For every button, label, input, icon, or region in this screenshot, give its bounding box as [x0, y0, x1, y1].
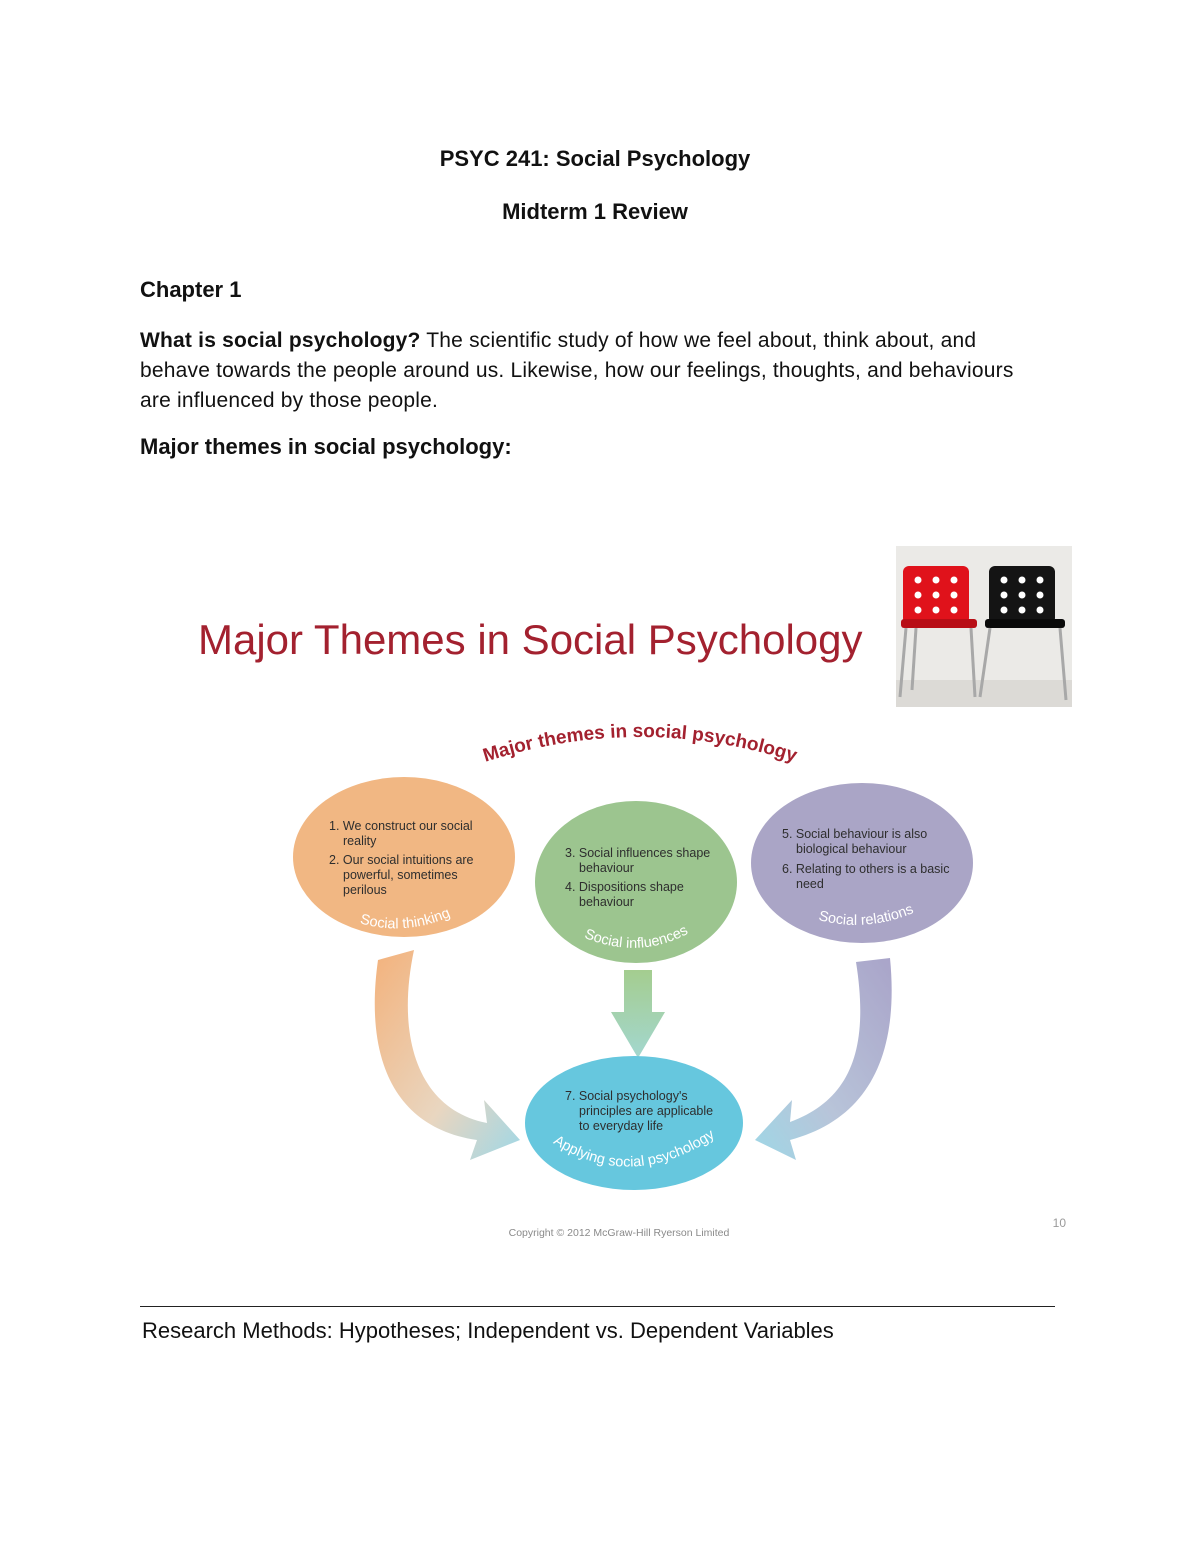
chairs-photo [896, 546, 1072, 707]
themes-heading: Major themes in social psychology: [140, 434, 512, 459]
document-title: PSYC 241: Social Psychology [439, 146, 751, 171]
definition-answer: The scientific study of how we feel about, think about, and behave towards the people around us. Likewise, how our feelings, thoughts, and behaviours are influenced by those people. [140, 329, 1014, 412]
slide-title: Major Themes in Social Psychology [198, 616, 863, 663]
applying-item-7: 7. Social psychology's principles are applicable to everyday life [565, 1089, 714, 1133]
chapter-heading: Chapter 1 [140, 277, 242, 302]
applying-social-psychology-label: Applying social psychology [550, 1126, 718, 1171]
slide-page-number: 10 [1052, 1216, 1066, 1230]
arrow-relations-to-applying [755, 958, 892, 1160]
influences-item-3: 3. Social influences shape behaviour [565, 846, 711, 875]
definition-question: What is social psychology? [140, 329, 421, 352]
relations-item-6: 6. Relating to others is a basic need [782, 862, 950, 891]
relations-item-5: 5. Social behaviour is also biological behaviour [782, 827, 928, 856]
arrow-thinking-to-applying [375, 950, 520, 1160]
arrow-influences-to-applying [611, 970, 665, 1058]
research-methods-heading: Research Methods: Hypotheses; Independent vs. Dependent Variables [142, 1318, 834, 1343]
diagram-arc-title: Major themes in social psychology [480, 720, 800, 767]
section-divider [140, 1306, 1055, 1307]
thinking-item-1: 1. We construct our social reality [329, 819, 473, 848]
social-influences-label: Social influences [582, 922, 691, 952]
influences-item-4: 4. Dispositions shape behaviour [565, 880, 684, 909]
social-thinking-label: Social thinking [358, 905, 453, 933]
social-relations-label: Social relations [817, 901, 916, 929]
slide-copyright: Copyright © 2012 McGraw-Hill Ryerson Limited [508, 1227, 730, 1239]
document-subtitle: Midterm 1 Review [502, 199, 688, 224]
thinking-item-2: 2. Our social intuitions are powerful, sometimes perilous [329, 853, 474, 897]
